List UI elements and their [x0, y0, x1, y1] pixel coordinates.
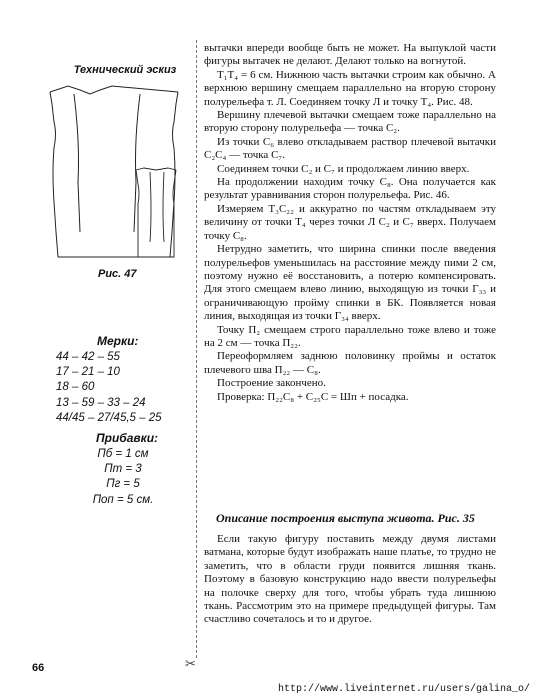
main-text-2 — [204, 533, 496, 627]
paragraph: На продолжении находим точку С₈. Она получается как результат уравнивания сторон полурельефа. Рис. 46. — [204, 176, 496, 202]
figure-caption: Рис. 47 — [98, 268, 137, 280]
paragraph: Построение закончено. — [217, 377, 326, 390]
measure-line: 17 – 21 – 10 — [56, 366, 120, 379]
measure-line: 18 – 60 — [56, 381, 95, 394]
paragraph: Точку П₂ смещаем строго параллельно тоже влево и тоже на 2 см — точка П₂₂. — [204, 323, 496, 349]
paragraph: Измеряем Т₃С₂₂ и аккуратно по частям откладываем эту величину от точки Т₄ через точки Л С₂ и С₇ вверх. Получаем точку С₈. — [204, 202, 496, 242]
paragraph: Вершину плечевой вытачки смещаем тоже параллельно на вторую сторону полурельефа — точка С₂. — [204, 109, 496, 135]
paragraph: Нетрудно заметить, что ширина спинки после введения полурельефов уменьшилась на расстояние между пими 2 см, поэтому нужно её восстановить, а потерю компенсировать. Для этого смещаем влево линию, выходящую из точки Г₃₃ и ограничивающую пройму спинки в БК. Появляется новая линия, выходящая из точки Г₃₄ вверх. — [204, 243, 496, 323]
measures-title: Мерки: — [97, 334, 139, 348]
dress-seam-right — [134, 94, 140, 232]
scissors-icon: ✂ — [185, 656, 196, 671]
back-seam-left — [150, 172, 151, 242]
main-text — [204, 42, 496, 404]
paragraph: вытачки впереди вообще быть не может. На выпуклой части фигуры вытачек не делают. Делают только на вогнутой. — [204, 42, 496, 68]
measure-line: 13 – 59 – 33 – 24 — [56, 396, 146, 409]
back-neckline — [136, 168, 176, 170]
section-subheading: Описание построения выступа живота. Рис. 35 — [216, 511, 475, 525]
column-divider — [196, 40, 197, 658]
back-outline — [136, 170, 176, 257]
sketch-label: Технический эскиз — [73, 64, 177, 76]
allowance-line: Поп = 5 см. — [92, 493, 154, 506]
footer-url: http://www.liveinternet.ru/users/galina_o/ — [278, 684, 531, 695]
back-seam-right — [163, 172, 164, 242]
allowance-line: Пг = 5 — [106, 478, 140, 491]
paragraph: Переоформляем заднюю половинку проймы и остаток плечевого шва П₂₂ — С₈. — [204, 350, 496, 376]
paragraph: Соединяем точки С₂ и С₇ и продолжаем линию вверх. — [217, 162, 470, 175]
paragraph: Если такую фигуру поставить между двумя листами ватмана, которые будут изображать наше платье, то трудно не заметить, что в области груди появится лишняя ткань. Поэтому в базовую конструкцию надо ввести полурельефы на полочке сверху для того, чтобы убрать туда лишнюю ткань. Рассмотрим это на примере предыдущей фигуры. Там счастливо сочеталось и то и другое. — [204, 533, 496, 626]
paragraph: Т₁Т₄ = 6 см. Нижнюю часть вытачки строим как обычно. А верхнюю вершину смещаем параллельно на вторую сторону полурельефа т. Л. Соединяем точку Л и точку Т₄. Рис. 48. — [204, 68, 496, 108]
dress-outline — [50, 92, 178, 257]
allowances-list — [86, 447, 160, 508]
paragraph: Из точки С₆ влево откладываем раствор плечевой вытачки С₂С₄ — точка С₇. — [204, 135, 496, 162]
page-number: 66 — [32, 662, 45, 674]
technical-sketch — [40, 82, 190, 267]
allowance-line: Пт = 3 — [104, 463, 142, 476]
dress-seam-left — [74, 94, 80, 232]
measure-line: 44 – 42 – 55 — [56, 351, 120, 363]
measure-line: 44/45 – 27/45,5 – 25 — [56, 411, 162, 424]
allowances-title: Прибавки: — [96, 431, 159, 445]
paragraph: Проверка: П₂₂С₈ + С₂₅С = Шп + посадка. — [217, 390, 409, 403]
dress-neckline — [50, 86, 178, 94]
measures-list — [56, 350, 162, 426]
allowance-line: Пб = 1 см — [97, 448, 149, 460]
